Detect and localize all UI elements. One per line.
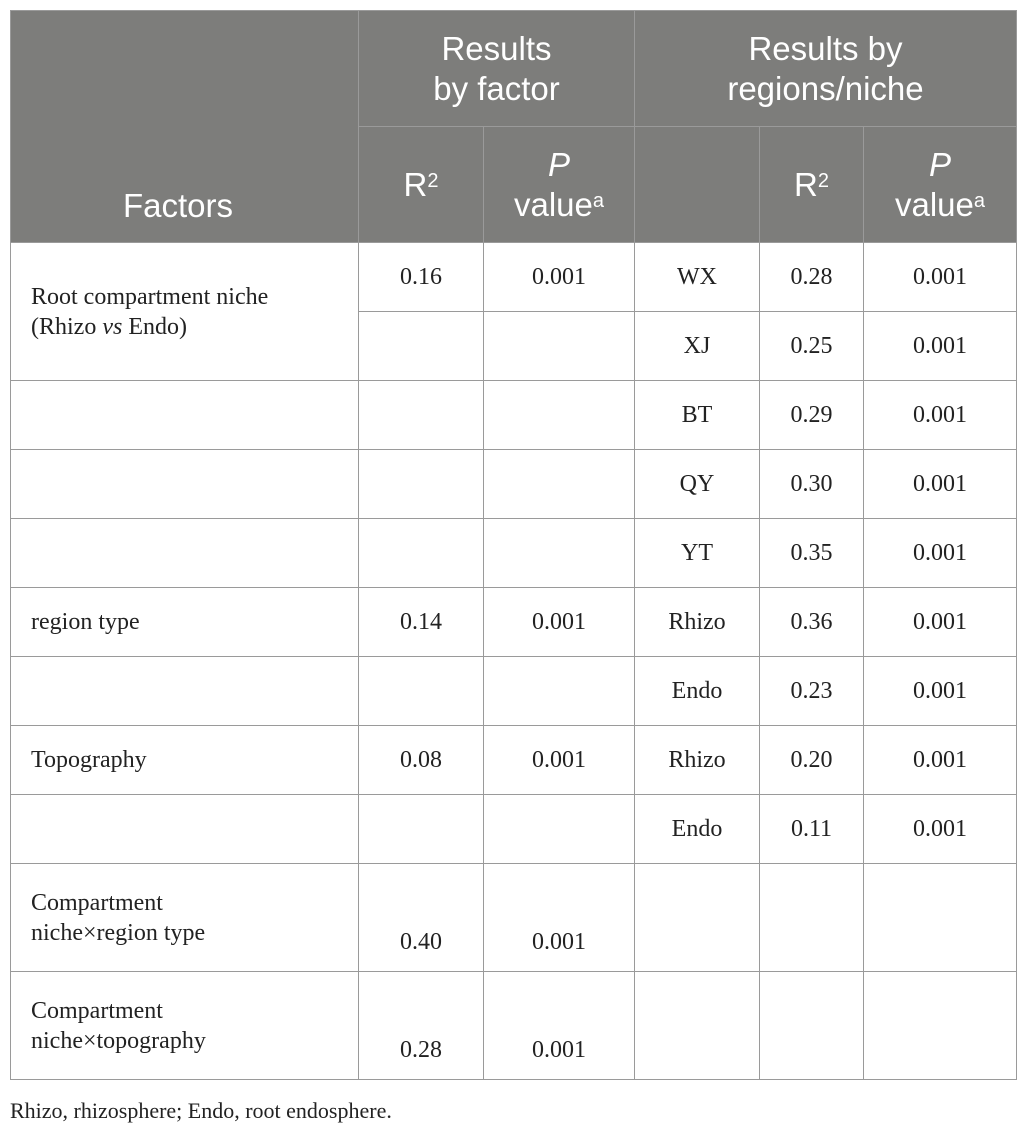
results-table — [10, 10, 1017, 1080]
factor-cell: Root compartment niche (Rhizo vs Endo) — [11, 243, 359, 381]
region-name: Rhizo — [635, 588, 760, 657]
factor-r2: 0.28 — [359, 972, 484, 1080]
region-name: WX — [635, 243, 760, 312]
table-row — [11, 588, 1017, 657]
factor-cell: Compartment niche×region type — [11, 864, 359, 972]
factor-cell: Compartment niche×topography — [11, 972, 359, 1080]
region-name: BT — [635, 381, 760, 450]
region-r2: 0.36 — [760, 588, 864, 657]
region-r2: 0.28 — [760, 243, 864, 312]
table-row — [11, 972, 1017, 1080]
table-row — [11, 243, 1017, 312]
region-name: QY — [635, 450, 760, 519]
region-p: 0.001 — [864, 519, 1017, 588]
region-r2: 0.30 — [760, 450, 864, 519]
region-p: 0.001 — [864, 795, 1017, 864]
region-p: 0.001 — [864, 450, 1017, 519]
factor-r2: 0.16 — [359, 243, 484, 312]
region-p: 0.001 — [864, 381, 1017, 450]
table-row — [11, 519, 1017, 588]
region-name: Endo — [635, 657, 760, 726]
factor-p: 0.001 — [484, 864, 635, 972]
region-p: 0.001 — [864, 243, 1017, 312]
factor-r2: 0.08 — [359, 726, 484, 795]
header-results-by-factor: Results by factor — [359, 11, 635, 127]
factor-r2: 0.14 — [359, 588, 484, 657]
factor-r2: 0.40 — [359, 864, 484, 972]
header-r2-region: $R^2$ — [760, 127, 864, 243]
factor-p: 0.001 — [484, 726, 635, 795]
region-r2: 0.11 — [760, 795, 864, 864]
region-name: XJ — [635, 312, 760, 381]
header-r2-factor: $R^2$ — [359, 127, 484, 243]
table-footnote: Rhizo, rhizosphere; Endo, root endosphere. — [10, 1098, 392, 1123]
factor-p: 0.001 — [484, 588, 635, 657]
region-name: Rhizo — [635, 726, 760, 795]
table-row — [11, 726, 1017, 795]
region-name: YT — [635, 519, 760, 588]
table-row — [11, 381, 1017, 450]
factor-cell: region type — [11, 588, 359, 657]
region-p: 0.001 — [864, 588, 1017, 657]
header-region-empty — [635, 127, 760, 243]
region-r2: 0.29 — [760, 381, 864, 450]
region-r2: 0.20 — [760, 726, 864, 795]
header-p-region: P value$^a$ — [864, 127, 1017, 243]
factor-cell: Topography — [11, 726, 359, 795]
region-p: 0.001 — [864, 726, 1017, 795]
header-factors: Factors — [11, 11, 359, 243]
factor-p: 0.001 — [484, 972, 635, 1080]
region-r2: 0.35 — [760, 519, 864, 588]
table-row — [11, 795, 1017, 864]
factor-p: 0.001 — [484, 243, 635, 312]
header-results-by-region: Results by regions/niche — [635, 11, 1017, 127]
table-row — [11, 864, 1017, 972]
region-name: Endo — [635, 795, 760, 864]
header-p-factor: P value$^a$ — [484, 127, 635, 243]
table-row — [11, 657, 1017, 726]
region-p: 0.001 — [864, 657, 1017, 726]
table-row — [11, 450, 1017, 519]
region-p: 0.001 — [864, 312, 1017, 381]
region-r2: 0.23 — [760, 657, 864, 726]
region-r2: 0.25 — [760, 312, 864, 381]
